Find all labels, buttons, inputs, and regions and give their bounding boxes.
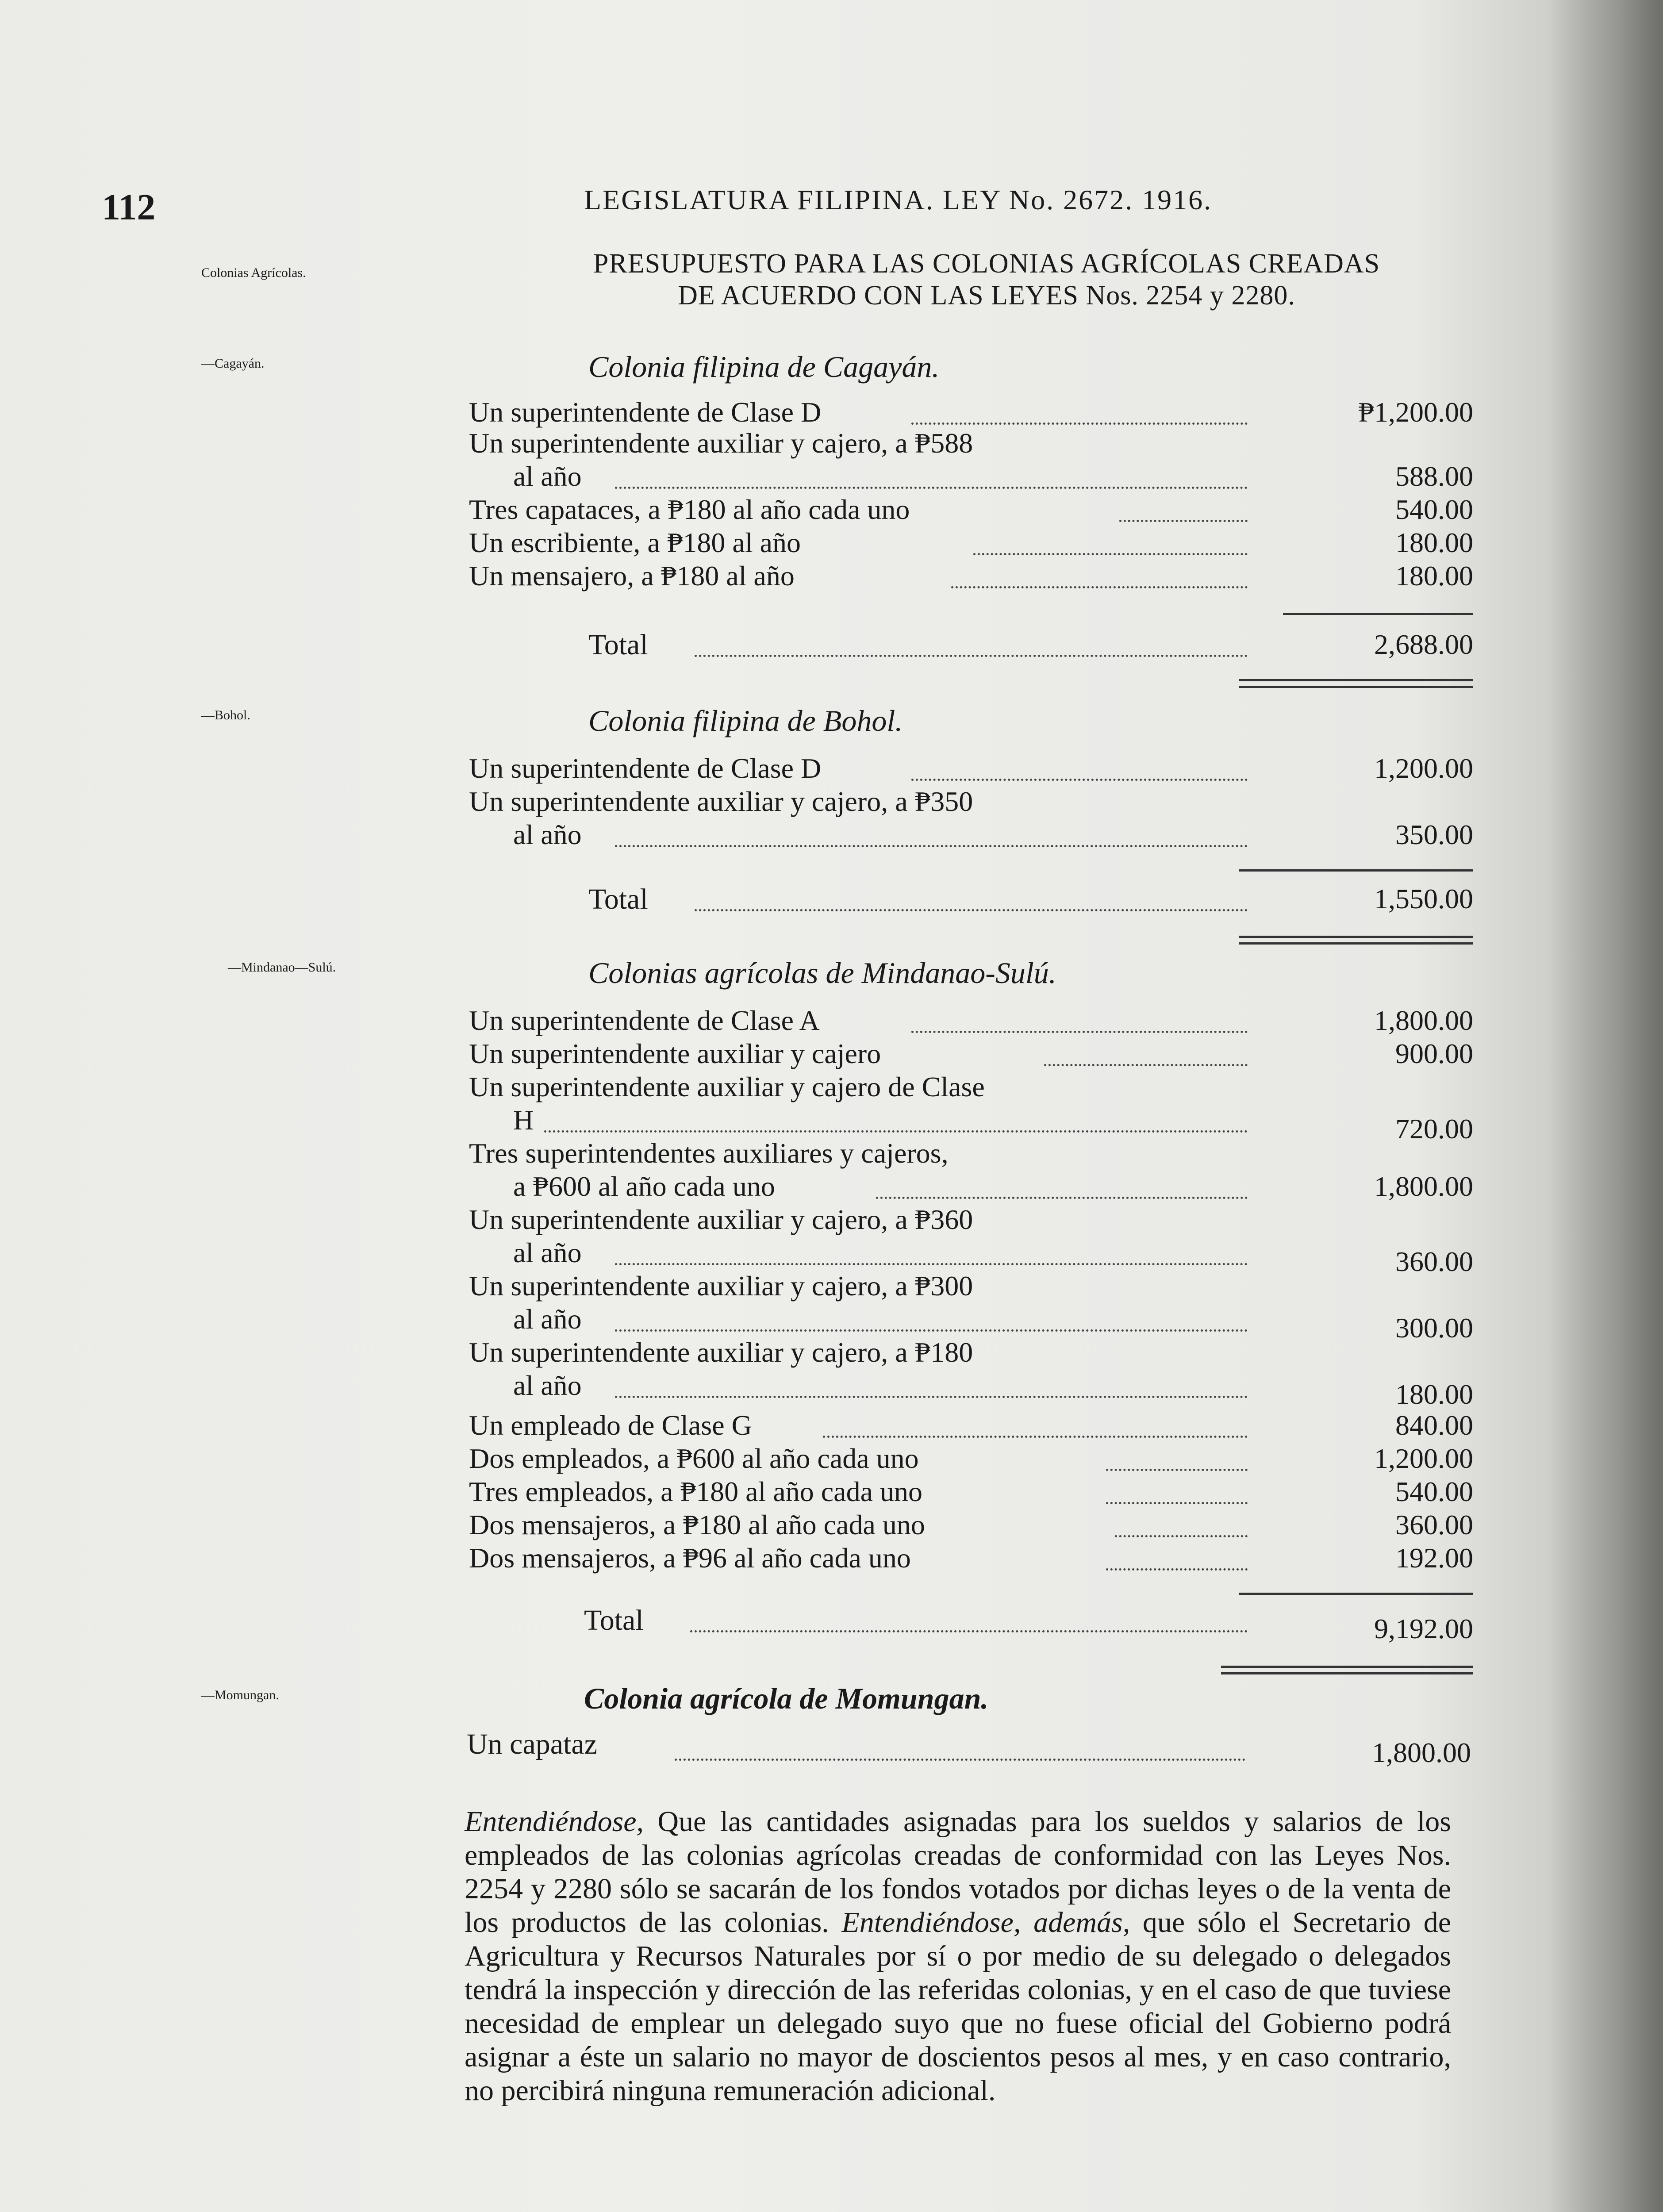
budget-title-line1: PRESUPUESTO PARA LAS COLONIAS AGRÍCOLAS CREADAS xyxy=(593,249,1380,279)
row-amount: 900.00 xyxy=(1395,1038,1473,1069)
leader-dots xyxy=(1106,1469,1248,1471)
total-double-rule xyxy=(1239,942,1473,945)
margin-note-cagayan: —Cagayán. xyxy=(201,356,265,371)
row-label: Un capataz xyxy=(467,1728,597,1760)
row-amount: 360.00 xyxy=(1395,1509,1473,1540)
total-double-rule xyxy=(1239,686,1473,688)
row-amount: 1,800.00 xyxy=(1374,1005,1473,1036)
subtotal-rule xyxy=(1239,1593,1473,1595)
row-label: Un superintendente de Clase D xyxy=(469,753,822,784)
row-amount: 1,200.00 xyxy=(1374,1443,1473,1474)
row-amount: 350.00 xyxy=(1395,819,1473,850)
total-double-rule xyxy=(1239,679,1473,681)
leader-dots xyxy=(544,1130,1248,1133)
row-amount: 192.00 xyxy=(1395,1542,1473,1574)
row-amount: 540.00 xyxy=(1395,494,1473,525)
margin-note-momungan: —Momungan. xyxy=(201,1688,279,1702)
row-label-continued: al año xyxy=(513,461,582,492)
proviso-mid: Entendiéndose, además, xyxy=(841,1906,1130,1939)
row-label: Un superintendente auxiliar y cajero, a ₱360 xyxy=(469,1204,973,1235)
row-amount: 180.00 xyxy=(1395,560,1473,591)
leader-dots xyxy=(695,909,1248,911)
row-label: Dos empleados, a ₱600 al año cada uno xyxy=(469,1443,919,1474)
row-label: Tres superintendentes auxiliares y cajeros, xyxy=(469,1137,949,1169)
total-label: Total xyxy=(584,1604,644,1636)
budget-title xyxy=(478,248,1495,311)
row-amount: 1,800.00 xyxy=(1372,1737,1471,1768)
row-label: Un superintendente de Clase D xyxy=(469,396,822,428)
leader-dots xyxy=(876,1197,1248,1199)
row-label-continued: al año xyxy=(513,819,582,850)
row-label: Un superintendente auxiliar y cajero xyxy=(469,1038,881,1069)
row-amount: 180.00 xyxy=(1395,1379,1473,1410)
row-label-continued: al año xyxy=(513,1303,582,1335)
proviso-lead: Entendiéndose, xyxy=(465,1805,644,1838)
row-label-continued: a ₱600 al año cada uno xyxy=(513,1171,775,1202)
total-double-rule xyxy=(1221,1672,1473,1674)
leader-dots xyxy=(615,1263,1248,1265)
row-label: Tres empleados, a ₱180 al año cada uno xyxy=(469,1476,922,1507)
row-label: Tres capataces, a ₱180 al año cada uno xyxy=(469,494,910,525)
row-label: Un superintendente auxiliar y cajero, a ₱588 xyxy=(469,427,973,459)
leader-dots xyxy=(911,1031,1248,1033)
section-heading-cagayan: Colonia filipina de Cagayán. xyxy=(588,350,940,384)
row-amount: 1,800.00 xyxy=(1374,1171,1473,1202)
row-label-continued: al año xyxy=(513,1370,582,1401)
subtotal-rule xyxy=(1283,613,1473,615)
proviso-text-1: Que las cantidades asignadas para los sueldos y salarios de los empleados de las colonias agrícolas creadas de conformidad con las Leyes Nos. 2254 y 2280 sólo se sacarán de los fondos votados por dichas leyes o de la venta de los productos de las colonias. xyxy=(465,1805,1451,1939)
margin-note-colonias: Colonias Agrícolas. xyxy=(201,265,306,280)
row-label: Un superintendente auxiliar y cajero, a ₱180 xyxy=(469,1336,973,1368)
row-label: Un superintendente auxiliar y cajero, a ₱350 xyxy=(469,786,973,817)
leader-dots xyxy=(690,1630,1248,1632)
leader-dots xyxy=(1115,1535,1248,1537)
row-label: Un escribiente, a ₱180 al año xyxy=(469,527,801,558)
total-label: Total xyxy=(588,883,648,915)
budget-title-line2: DE ACUERDO CON LAS LEYES Nos. 2254 y 2280. xyxy=(678,280,1295,311)
section-heading-mindanao: Colonias agrícolas de Mindanao-Sulú. xyxy=(588,956,1056,990)
leader-dots xyxy=(1106,1502,1248,1504)
leader-dots xyxy=(695,655,1248,657)
leader-dots xyxy=(911,422,1248,425)
section-heading-bohol: Colonia filipina de Bohol. xyxy=(588,704,903,737)
total-amount: 9,192.00 xyxy=(1374,1613,1473,1644)
margin-note-bohol: —Bohol. xyxy=(201,708,250,722)
section-heading-momungan: Colonia agrícola de Momungan. xyxy=(584,1682,989,1715)
leader-dots xyxy=(615,487,1248,489)
row-amount: 720.00 xyxy=(1395,1113,1473,1144)
total-double-rule xyxy=(1221,1666,1473,1668)
leader-dots xyxy=(1044,1064,1248,1066)
running-head: LEGISLATURA FILIPINA. LEY No. 2672. 1916. xyxy=(584,184,1213,215)
row-amount: 588.00 xyxy=(1395,461,1473,492)
leader-dots xyxy=(911,779,1248,781)
row-label: Un empleado de Clase G xyxy=(469,1409,752,1441)
row-amount: 180.00 xyxy=(1395,527,1473,558)
proviso-paragraph xyxy=(465,1805,1451,2108)
row-label: Un superintendente auxiliar y cajero de Clase xyxy=(469,1071,985,1102)
row-amount: 300.00 xyxy=(1395,1312,1473,1344)
page-edge-shadow xyxy=(1548,0,1663,2212)
leader-dots xyxy=(615,1329,1248,1332)
leader-dots xyxy=(1119,520,1248,522)
leader-dots xyxy=(675,1759,1245,1761)
row-amount: 1,200.00 xyxy=(1374,753,1473,784)
row-amount: 840.00 xyxy=(1395,1409,1473,1441)
row-amount: ₱1,200.00 xyxy=(1358,396,1473,428)
margin-note-mindanao: —Mindanao—Sulú. xyxy=(228,960,336,975)
total-label: Total xyxy=(588,629,648,661)
subtotal-rule xyxy=(1239,869,1473,872)
row-label: Dos mensajeros, a ₱180 al año cada uno xyxy=(469,1509,925,1540)
leader-dots xyxy=(823,1436,1248,1438)
page-number: 112 xyxy=(102,187,156,228)
leader-dots xyxy=(1106,1568,1248,1571)
row-label: Un mensajero, a ₱180 al año xyxy=(469,560,795,591)
row-label-continued: al año xyxy=(513,1237,582,1268)
row-label: Dos mensajeros, a ₱96 al año cada uno xyxy=(469,1542,911,1574)
row-amount: 540.00 xyxy=(1395,1476,1473,1507)
row-label: Un superintendente auxiliar y cajero, a ₱300 xyxy=(469,1270,973,1302)
row-label: Un superintendente de Clase A xyxy=(469,1005,820,1036)
row-label-continued: H xyxy=(513,1104,534,1136)
proviso-text-2: que sólo el Secretario de Agricultura y Recursos Naturales por sí o por medio de su delegado o delegados tendrá la inspección y dirección de las referidas colonias, y en el caso de que tuviese necesidad de emplear un delegado suyo que no fuese oficial del Gobierno podrá asignar a éste un salario no mayor de doscientos pesos al mes, y en caso contrario, no percibirá ninguna remuneración adicional. xyxy=(465,1906,1451,2107)
leader-dots xyxy=(615,1396,1248,1398)
leader-dots xyxy=(951,586,1248,588)
leader-dots xyxy=(973,553,1248,555)
total-amount: 1,550.00 xyxy=(1374,883,1473,914)
leader-dots xyxy=(615,845,1248,847)
row-amount: 360.00 xyxy=(1395,1246,1473,1277)
total-amount: 2,688.00 xyxy=(1374,629,1473,660)
total-double-rule xyxy=(1239,936,1473,938)
